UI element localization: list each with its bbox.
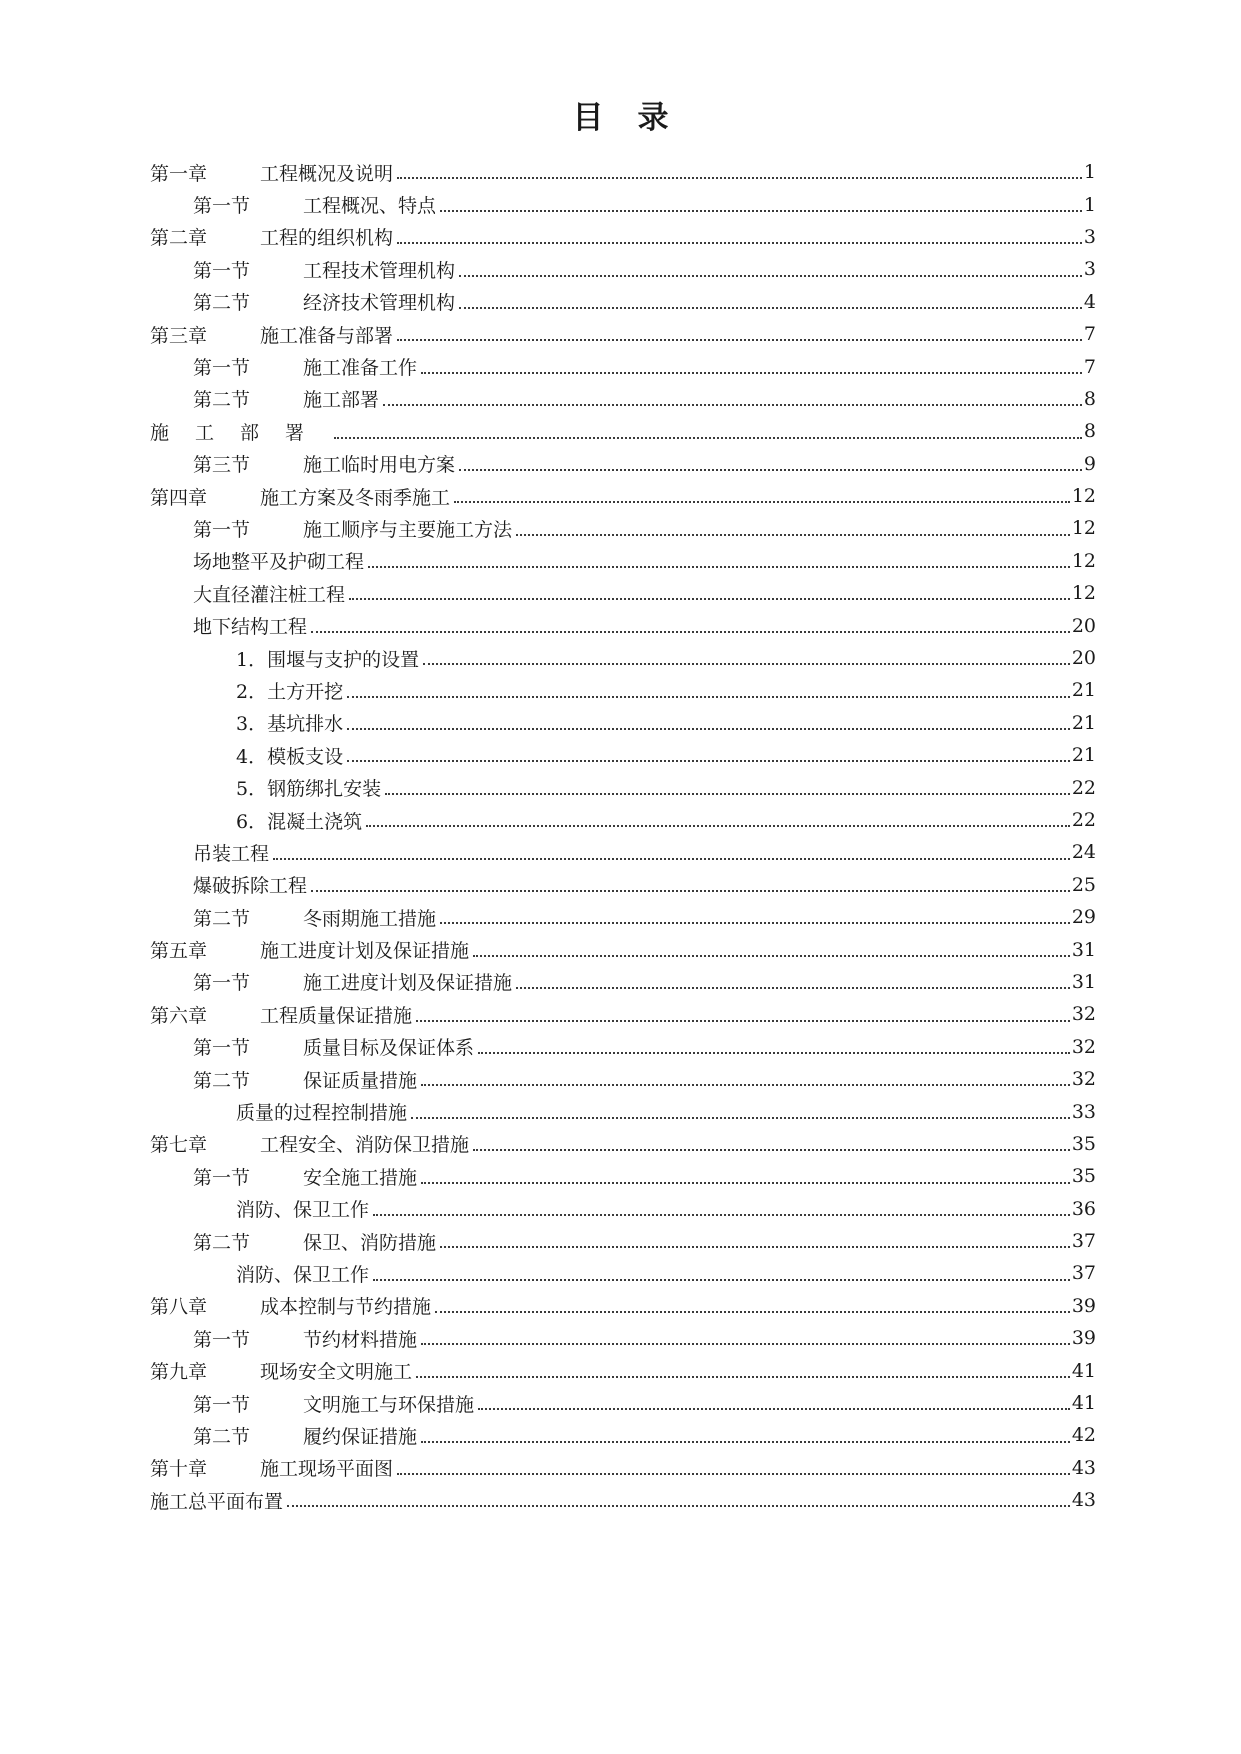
dot-leader [383,404,1082,406]
toc-entry-title: 施工进度计划及保证措施 [303,972,513,995]
toc-entry-number: 第八章 [150,1296,208,1319]
toc-entry[interactable] [150,707,1096,739]
toc-entry-page-number: 7 [1083,323,1096,346]
toc-entry[interactable] [150,869,1096,901]
toc-entry-page-number: 4 [1083,290,1096,313]
dot-leader [397,242,1082,244]
toc-entry[interactable] [150,480,1096,512]
dot-leader [421,1084,1070,1086]
toc-entry-title: 履约保证措施 [303,1425,418,1448]
toc-entry-page-number: 12 [1071,517,1096,540]
toc-entry-page-number: 21 [1071,744,1096,767]
toc-entry-title: 工程安全、消防保卫措施 [260,1134,470,1157]
toc-entry-number: 第二节 [193,1425,251,1448]
toc-entry-number: 第四章 [150,486,208,509]
toc-entry-number: 第一节 [193,1166,251,1189]
dot-leader [373,1279,1070,1281]
toc-entry-title: 3．基坑排水 [236,713,344,736]
toc-entry-number: 第一节 [193,259,251,282]
toc-entry-title: 工程概况、特点 [303,195,437,218]
dot-leader [473,955,1070,957]
dot-leader [421,372,1082,374]
toc-entry-page-number: 1 [1083,193,1096,216]
toc-entry-title: 爆破拆除工程 [193,875,308,898]
toc-entry[interactable] [150,1290,1096,1322]
toc-entry-page-number: 20 [1071,614,1096,637]
toc-entry[interactable] [150,609,1096,641]
toc-entry-page-number: 32 [1071,1068,1096,1091]
dot-leader [397,177,1082,179]
dot-leader [423,663,1070,665]
toc-entry-page-number: 12 [1071,582,1096,605]
toc-entry-page-number: 43 [1071,1489,1096,1512]
toc-entry[interactable] [150,674,1096,706]
toc-entry-number: 第三节 [193,454,251,477]
toc-entry-title: 施工准备工作 [303,357,418,380]
dot-leader [287,1505,1070,1507]
toc-entry-page-number: 22 [1071,809,1096,831]
toc-entry[interactable] [150,1257,1096,1289]
toc-entry-page-number: 37 [1071,1230,1096,1253]
toc-entry-page-number: 9 [1083,452,1096,475]
toc-entry-number: 第一节 [193,195,251,218]
toc-entry-title: 文明施工与环保措施 [303,1393,475,1416]
toc-entry-title: 安全施工措施 [303,1166,418,1189]
toc-entry-title: 施工临时用电方案 [303,454,456,477]
toc-entry[interactable] [150,739,1096,771]
dot-leader [416,1020,1070,1022]
toc-entry[interactable] [150,577,1096,609]
toc-entry-number: 第一节 [193,1037,251,1060]
toc-entry[interactable] [150,1193,1096,1225]
toc-entry-title: 保证质量措施 [303,1069,418,1092]
toc-entry[interactable] [150,1419,1096,1451]
toc-entry[interactable] [150,415,1096,447]
toc-entry-title: 保卫、消防措施 [303,1231,437,1254]
dot-leader [478,1408,1070,1410]
page-title: 目录 [572,100,703,136]
toc-entry-title: 冬雨期施工措施 [303,907,437,930]
toc-entry-number: 第七章 [150,1134,208,1157]
toc-entry[interactable] [150,642,1096,674]
toc-entry-number: 第九章 [150,1361,208,1384]
toc-entry-title: 施工方案及冬雨季施工 [260,486,451,509]
dot-leader [397,339,1082,341]
dot-leader [421,1182,1070,1184]
toc-entry[interactable] [150,1128,1096,1160]
toc-entry-title: 工程概况及说明 [260,162,394,185]
toc-entry-title: 施工总平面布置 [150,1490,284,1513]
toc-entry-title: 场地整平及护砌工程 [193,551,365,574]
toc-entry[interactable] [150,221,1096,253]
dot-leader [459,469,1082,471]
toc-entry-title: 工程质量保证措施 [260,1004,413,1027]
toc-entry-title: 现场安全文明施工 [260,1361,413,1384]
toc-entry-page-number: 39 [1071,1327,1096,1350]
dot-leader [478,1052,1070,1054]
toc-entry-title: 施工进度计划及保证措施 [260,940,470,963]
toc-entry-title: 工程的组织机构 [260,227,394,250]
dot-leader [454,501,1070,503]
dot-leader [311,631,1070,633]
toc-entry-title: 施工现场平面图 [260,1458,394,1481]
toc-entry-number: 第二节 [193,907,251,930]
toc-entry[interactable] [150,966,1096,998]
dot-leader [373,1214,1070,1216]
toc-entry-page-number: 37 [1071,1262,1096,1285]
toc-entry-title: 大直径灌注桩工程 [193,583,346,606]
toc-entry-number: 第五章 [150,940,208,963]
dot-leader [421,1441,1070,1443]
toc-entry-title: 吊装工程 [193,842,270,865]
toc-entry-page-number: 32 [1071,1003,1096,1026]
dot-leader [368,566,1070,568]
toc-entry-page-number: 39 [1071,1294,1096,1317]
toc-entry-title: 经济技术管理机构 [303,292,456,315]
dot-leader [435,1311,1070,1313]
toc-entry[interactable] [150,350,1096,382]
toc-entry-page-number: 33 [1071,1100,1096,1123]
dot-leader [311,890,1070,892]
toc-entry-number: 第一节 [193,518,251,541]
toc-entry-title: 6．混凝土浇筑 [236,810,363,833]
toc-entry-title: 成本控制与节约措施 [260,1296,432,1319]
toc-entry[interactable] [150,836,1096,868]
toc-entry-page-number: 31 [1071,938,1096,961]
toc-entry-number: 第一节 [193,972,251,995]
toc-entry[interactable] [150,253,1096,285]
toc-entry[interactable] [150,933,1096,965]
toc-entry-page-number: 22 [1071,776,1096,799]
dot-leader [459,307,1082,309]
toc-entry-number: 第二节 [193,1069,251,1092]
dot-leader [347,696,1070,698]
toc-entry-number: 第三章 [150,324,208,347]
toc-entry-page-number: 29 [1071,906,1096,929]
toc-entry[interactable] [150,545,1096,577]
dot-leader [349,598,1070,600]
toc-entry-number: 第二节 [193,1231,251,1254]
dot-leader [273,858,1070,860]
toc-entry-title: 质量的过程控制措施 [236,1102,408,1125]
toc-entry-page-number: 7 [1083,355,1096,378]
dot-leader [334,437,1082,439]
toc-entry[interactable] [150,448,1096,480]
toc-entry-page-number: 8 [1083,387,1096,410]
toc-entry-title: 施工顺序与主要施工方法 [303,518,513,541]
toc-entry[interactable] [150,1387,1096,1419]
toc-entry[interactable] [150,998,1096,1030]
toc-entry-title: 消防、保卫工作 [236,1199,370,1222]
toc-entry-title: 4．模板支设 [236,745,344,768]
toc-entry-title: 1．围堰与支护的设置 [236,648,420,671]
toc-entry-number: 第一节 [193,357,251,380]
dot-leader [440,1246,1070,1248]
toc-list [150,156,1096,1516]
toc-entry-number: 第一节 [193,1393,251,1416]
dot-leader [411,1117,1070,1119]
toc-entry[interactable] [150,771,1096,803]
toc-entry-page-number: 12 [1071,485,1096,508]
toc-entry-title: 地下结构工程 [193,616,308,639]
toc-entry-page-number: 43 [1071,1456,1096,1479]
toc-entry[interactable] [150,804,1096,836]
dot-leader [347,728,1070,730]
dot-leader [516,534,1070,536]
toc-entry[interactable] [150,512,1096,544]
toc-entry-title: 质量目标及保证体系 [303,1037,475,1060]
toc-entry-title: 2．土方开挖 [236,680,344,703]
toc-entry[interactable] [150,156,1096,188]
toc-entry[interactable] [150,1225,1096,1257]
toc-entry-page-number: 25 [1071,873,1096,896]
dot-leader [440,210,1082,212]
dot-leader [366,825,1070,827]
toc-entry-page-number: 42 [1071,1424,1096,1447]
dot-leader [347,760,1070,762]
toc-entry[interactable] [150,1354,1096,1386]
toc-entry-number: 第六章 [150,1004,208,1027]
toc-entry-title: 5．钢筋绑扎安装 [236,778,382,801]
toc-entry-page-number: 21 [1071,711,1096,734]
toc-entry-page-number: 12 [1071,549,1096,572]
dot-leader [459,275,1082,277]
toc-entry-page-number: 41 [1071,1392,1096,1415]
toc-entry-page-number: 35 [1071,1165,1096,1188]
toc-entry-number: 第十章 [150,1458,208,1481]
toc-entry[interactable] [150,1160,1096,1192]
toc-entry-title: 施工部署 [303,389,380,412]
toc-entry[interactable] [150,1452,1096,1484]
toc-entry[interactable] [150,383,1096,415]
toc-entry-page-number: 41 [1071,1359,1096,1382]
toc-entry-page-number: 1 [1083,161,1096,184]
toc-entry-page-number: 20 [1071,647,1096,670]
toc-entry[interactable] [150,1095,1096,1127]
toc-entry-page-number: 21 [1071,679,1096,702]
toc-entry-number: 第一节 [193,1328,251,1351]
toc-entry[interactable] [150,1063,1096,1095]
dot-leader [421,1343,1070,1345]
toc-entry[interactable] [150,1484,1096,1516]
toc-entry-number: 第二章 [150,227,208,250]
toc-entry-number: 第二节 [193,389,251,412]
toc-entry[interactable] [150,318,1096,350]
toc-entry-title: 施工部署 [150,421,331,444]
toc-entry[interactable] [150,901,1096,933]
dot-leader [416,1376,1070,1378]
toc-entry[interactable] [150,286,1096,318]
toc-entry-title: 施工准备与部署 [260,324,394,347]
toc-entry[interactable] [150,188,1096,220]
dot-leader [440,922,1070,924]
toc-entry[interactable] [150,1322,1096,1354]
toc-entry-page-number: 3 [1083,225,1096,248]
toc-entry-title: 消防、保卫工作 [236,1263,370,1286]
toc-entry-number: 第一章 [150,162,208,185]
dot-leader [473,1149,1070,1151]
toc-entry-page-number: 31 [1071,970,1096,993]
dot-leader [385,793,1070,795]
dot-leader [397,1473,1070,1475]
toc-entry-page-number: 36 [1071,1197,1096,1220]
toc-entry-number: 第二节 [193,292,251,315]
toc-entry-title: 工程技术管理机构 [303,259,456,282]
toc-entry-page-number: 35 [1071,1132,1096,1155]
dot-leader [516,987,1070,989]
toc-entry-title: 节约材料措施 [303,1328,418,1351]
toc-entry-page-number: 3 [1083,258,1096,281]
toc-entry-page-number: 32 [1071,1035,1096,1058]
toc-entry-page-number: 24 [1071,841,1096,864]
toc-entry[interactable] [150,1031,1096,1063]
toc-entry-page-number: 8 [1083,420,1096,443]
